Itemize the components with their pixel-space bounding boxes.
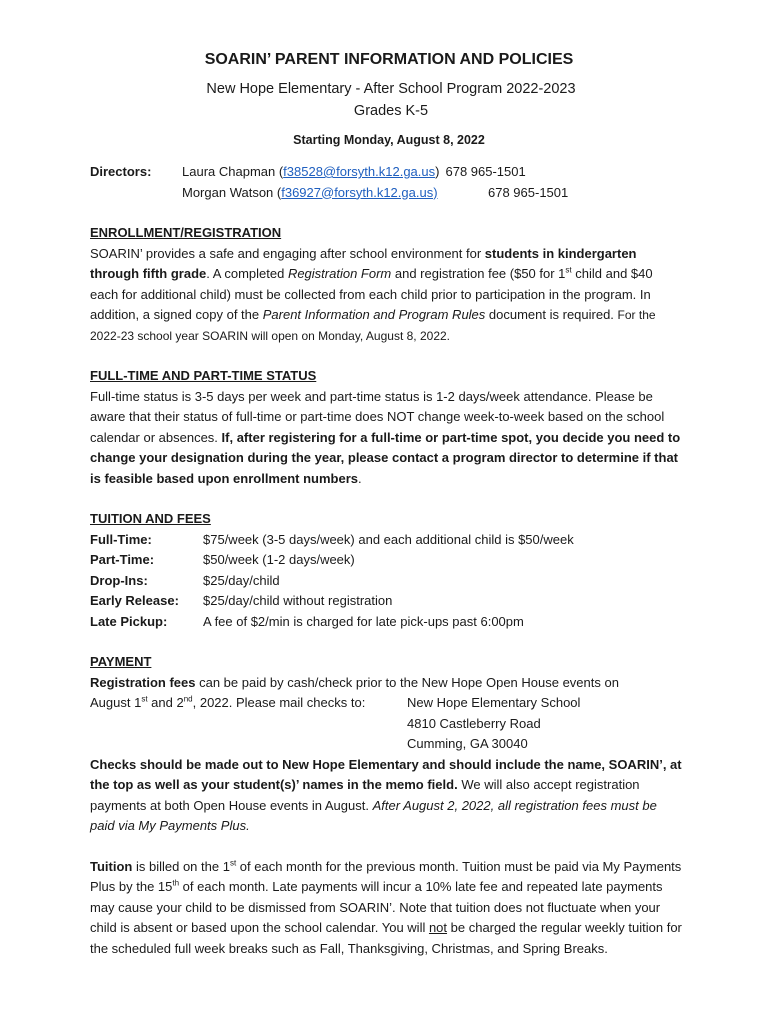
fee-value: A fee of $2/min is charged for late pick-ups past 6:00pm [203,613,524,629]
fee-row [90,591,682,612]
fee-value: $75/week (3-5 days/week) and each additional child is $50/week [203,531,574,547]
program-subtitle: New Hope Elementary - After School Program 2022-2023 [206,81,576,97]
director-name: Laura Chapman (f38528@forsyth.k12.ga.us) [182,164,440,179]
mailing-address [407,693,580,755]
director-email-link[interactable]: f36927@forsyth.k12.ga.us) [281,184,438,200]
grades-line: Grades K-5 [353,103,429,119]
fee-label: Part-Time: [90,552,155,567]
enrollment-heading: ENROLLMENT/REGISTRATION [90,225,282,240]
fee-row [90,612,682,633]
address-line: New Hope Elementary School [407,695,581,710]
director-row [182,183,568,204]
fee-row [90,550,682,571]
mailing-block [90,693,682,755]
tuition-section [90,509,682,632]
status-paragraph: Full-time status is 3-5 days per week and part-time status is 1-2 days/week attendance. Please be aware that their status of full-time or part-time does NOT change week-to-week based on the school calendar or absences. If, after registering for a full-time or part-time spot, you decide you need to change your designation during the year, please contact a program director to determine if that is feasible based upon enrollment numbers. [90,388,681,486]
address-line: 4810 Castleberry Road [407,715,541,731]
fee-label: Drop-Ins: [90,572,148,588]
enrollment-section [90,223,682,346]
status-heading: FULL-TIME AND PART-TIME STATUS [90,368,317,383]
checks-paragraph: Checks should be made out to New Hope Elementary and should include the name, SOARIN’, at the top as well as your student(s)’ names in the memo field. We will also accept registration payments at both Open House events in August. After August 2, 2022, all registration fees must be paid via My Payments Plus. [90,756,682,833]
tuition-heading: TUITION AND FEES [90,511,211,526]
start-date-line: Starting Monday, August 8, 2022 [293,133,485,147]
payment-heading: PAYMENT [90,654,152,669]
payment-intro: Registration fees can be paid by cash/check prior to the New Hope Open House events on [90,674,619,690]
enrollment-paragraph: SOARIN’ provides a safe and engaging after school environment for students in kindergarten through fifth grade. A completed Registration Form and registration fee ($50 for 1st child and $40 each for additional child) must be collected from each child prior to participation in the program. In addition, a signed copy of the Parent Information and Program Rules document is required. For the 2022-23 school year SOARIN will open on Monday, August 8, 2022. [90,245,656,343]
fee-label: Full-Time: [90,531,152,547]
director-phone: 678 965-1501 [445,164,526,179]
director-row [182,162,568,183]
directors-label: Directors: [90,164,152,179]
document-title: SOARIN’ PARENT INFORMATION AND POLICIES [204,51,574,68]
directors-block [90,162,682,203]
fee-value: $25/day/child without registration [203,593,393,608]
payment-section [90,652,682,837]
director-phone: 678 965-1501 [488,184,569,200]
director-name: Morgan Watson (f36927@forsyth.k12.ga.us) [182,184,438,200]
director-email-link[interactable]: f38528@forsyth.k12.ga.us [283,164,436,179]
tuition-billing-section [90,857,682,960]
fee-label: Early Release: [90,593,179,608]
fee-row [90,530,682,551]
status-section [90,366,682,489]
fee-label: Late Pickup: [90,613,168,629]
tuition-billing-paragraph: Tuition is billed on the 1st of each month for the previous month. Tuition must be paid via My Payments Plus by the 15th of each month. Late payments will incur a 10% late fee and repeated late payments may cause your child to be dismissed from SOARIN’. Note that tuition does not fluctuate when your child is absent or based upon the school calendar. You will not be charged the regular weekly tuition for the scheduled full week breaks such as Fall, Thanksgiving, Christmas, and Spring Breaks. [90,858,682,956]
directors-list [182,162,568,203]
fee-value: $50/week (1-2 days/week) [203,552,355,567]
fee-row [90,571,682,592]
address-line: Cumming, GA 30040 [407,736,528,751]
mail-checks-text: August 1st and 2nd, 2022. Please mail checks to: [90,694,366,710]
fee-value: $25/day/child [203,572,280,588]
